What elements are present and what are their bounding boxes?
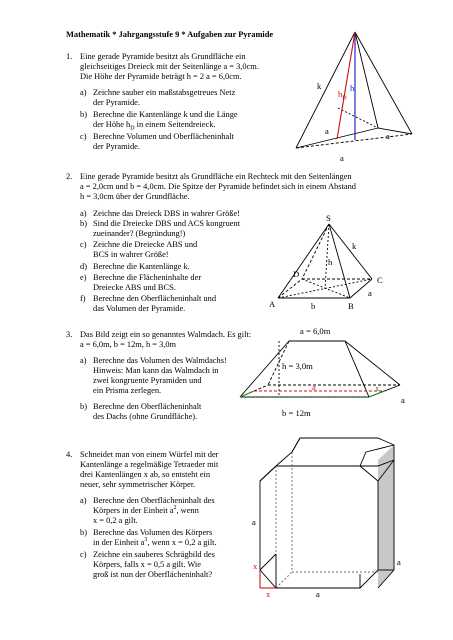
fig1-label-hD-sub: D	[342, 95, 347, 102]
task-3-line-2: a = 6,0m, b = 12m, h = 3,0m	[80, 340, 177, 349]
task-4a-text-2b: , wenn	[176, 506, 199, 515]
fig3-label-h: h = 3,0m	[282, 361, 313, 371]
task-1c-text-2: der Pyramide.	[93, 142, 140, 151]
task-4a-text-3: x = 0,2 a gilt.	[93, 516, 138, 525]
fig2-label-a: a	[368, 288, 372, 298]
task-4-line-1: Schneidet man von einem Würfel mit der	[80, 450, 219, 459]
task-4-number: 4.	[66, 450, 73, 459]
fig2-label-A: A	[269, 299, 276, 309]
fig1-label-a-bottom: a	[340, 153, 344, 163]
fig1-label-hD-main: h	[338, 89, 343, 99]
fig3-label-b: b = 12m	[282, 408, 311, 418]
fig3-label-x: x	[375, 383, 380, 393]
task-3b-text-2: des Dachs (ohne Grundfläche).	[93, 412, 198, 421]
task-1b-sub: D	[130, 125, 135, 132]
task-3a-text-3: zwei kongruente Pyramiden und	[93, 376, 202, 385]
task-4c-text-3: groß ist nun der Oberflächeninhalt?	[93, 570, 213, 579]
task-4-line-3: drei Kantenlängen x ab, so entsteht ein	[80, 470, 211, 479]
task-1-line-3: Die Höhe der Pyramide beträgt h = 2 a = 6,0cm.	[80, 72, 242, 81]
fig4-label-x-bottom: x	[266, 589, 271, 599]
fig1-label-k: k	[317, 81, 322, 91]
task-1b-text-2a: der Höhe h	[93, 120, 131, 129]
task-3b-text-1: Berechne den Oberflächeninhalt	[93, 402, 202, 411]
task-1-line-2: gleichseitiges Dreieck mit der Seitenlänge a = 3,0cm.	[80, 62, 259, 71]
task-2e-text-2: Dreiecke ABS und BCS.	[93, 283, 176, 292]
task-2-line-2: a = 2,0cm und b = 4,0cm. Die Spitze der Pyramide befindet sich in einem Abstand	[80, 182, 356, 191]
task-2-line-3: h = 3,0cm über der Grundfläche.	[80, 192, 190, 201]
task-2c-label: c)	[80, 240, 87, 249]
task-2e-text-1: Berechne die Flächeninhalte der	[93, 273, 202, 282]
fig1-label-a-front: a	[325, 126, 329, 136]
task-4a-sup: 2	[173, 505, 177, 512]
task-1-number: 1.	[66, 52, 73, 61]
task-4b-text-1: Berechne das Volumen des Körpers	[93, 528, 213, 537]
fig2-label-D: D	[293, 269, 300, 279]
task-3a-text-4: ein Prisma zerlegen.	[93, 386, 162, 395]
task-2d-text: Berechne die Kantenlänge k.	[93, 262, 190, 271]
task-2a-text: Zeichne das Dreieck DBS in wahrer Größe!	[93, 209, 240, 218]
task-4c-label: c)	[80, 550, 87, 559]
task-2c-text-2: BCS in wahrer Größe!	[93, 250, 169, 259]
task-1c-text-1: Berechne Volumen und Oberflächeninhalt	[93, 132, 234, 141]
fig2-label-k: k	[352, 241, 357, 251]
fig1-label-h: h	[350, 83, 355, 93]
cube-right-face-shade	[378, 445, 394, 588]
cube-edge-tl	[260, 466, 276, 481]
task-4b-text-2b: , wenn x = 0,2 a gilt.	[147, 538, 217, 547]
fig2-label-B: B	[348, 301, 354, 311]
fig2-label-b: b	[311, 301, 316, 311]
task-4c-text-1: Zeichne ein sauberes Schrägbild des	[93, 550, 215, 559]
task-3a-text-1: Berechne das Volumen des Walmdachs!	[93, 356, 227, 365]
cube-front-face	[260, 466, 378, 588]
task-1a-text-1: Zeichne sauber ein maßstabsgetreues Netz	[93, 88, 236, 97]
cube-corner-bl-1	[260, 554, 276, 570]
task-2c-text-1: Zeichne die Dreiecke ABS und	[93, 240, 198, 249]
task-2a-label: a)	[80, 209, 87, 218]
task-3a-text-2: Hinweis: Man kann das Walmdach in	[93, 366, 219, 375]
fig2-label-C: C	[377, 275, 383, 285]
task-1a-text-2: der Pyramide.	[93, 98, 140, 107]
task-1c-label: c)	[80, 132, 87, 141]
fig3-label-a-right: a	[401, 395, 405, 405]
task-4b-sup: 3	[144, 537, 148, 544]
task-3-line-1: Das Bild zeigt ein so genanntes Walmdach. Es gilt:	[80, 330, 252, 339]
fig4-label-a-bottom: a	[316, 589, 320, 599]
task-2f-label: f)	[80, 294, 86, 303]
fig2-label-S: S	[326, 213, 331, 223]
fig2-label-h: h	[328, 257, 333, 267]
fig4-label-x-left: x	[253, 561, 258, 571]
cube-corner-tr-1	[360, 452, 366, 466]
task-3b-label: b)	[80, 402, 87, 411]
task-4c-text-2: Körpers, falls x = 0,5 a gilt. Wie	[93, 560, 201, 569]
fig4-label-a-left: a	[252, 517, 256, 527]
task-1b-text-1: Berechne die Kantenlänge k und die Länge	[93, 110, 238, 119]
task-4a-text-1: Berechne den Oberflächeninhalt des	[93, 496, 215, 505]
task-2f-text-2: das Volumen der Pyramide.	[93, 304, 186, 313]
task-4a-label: a)	[80, 496, 87, 505]
task-4a-text-2a: Körpers in der Einheit a	[93, 506, 174, 515]
task-2b-label: b)	[80, 219, 87, 228]
cube-edge-top-left	[292, 438, 300, 452]
task-2-line-1: Eine gerade Pyramide besitzt als Grundfläche ein Rechteck mit den Seitenlängen	[80, 172, 352, 181]
task-4b-label: b)	[80, 528, 87, 537]
task-1a-label: a)	[80, 88, 87, 97]
task-1b-text-2b: in einem Seitendreieck.	[134, 120, 216, 129]
task-4-line-4: neuer, sehr symmetrischer Körper.	[80, 480, 196, 489]
cube-hidden-diag	[276, 572, 292, 588]
task-2d-label: d)	[80, 262, 87, 271]
task-2e-label: e)	[80, 273, 87, 282]
task-2b-text-2: zueinander? (Begründung!)	[93, 229, 186, 238]
task-1-line-1: Eine gerade Pyramide besitzt als Grundfläche ein	[80, 52, 246, 61]
fig3-label-a-top: a = 6,0m	[300, 326, 331, 336]
task-4b-text-2a: in der Einheit a	[93, 538, 145, 547]
fig4-label-a-right: a	[397, 557, 401, 567]
task-2b-text-1: Sind die Dreiecke DBS und ACS kongruent	[93, 219, 241, 228]
fig3-label-a-mid: a	[312, 382, 316, 392]
task-1b-label: b)	[80, 110, 87, 119]
task-3a-label: a)	[80, 356, 87, 365]
task-3-number: 3.	[66, 330, 73, 339]
cube-top-face	[276, 438, 394, 466]
task-4-line-2: Kantenlänge a regelmäßige Tetraeder mit	[80, 460, 219, 469]
page-title: Mathematik * Jahrgangsstufe 9 * Aufgaben zur Pyramide	[66, 30, 274, 39]
fig1-label-a-right: a	[386, 131, 390, 141]
task-2f-text-1: Berechne den Oberflächeninhalt und	[93, 294, 217, 303]
task-2-number: 2.	[66, 172, 73, 181]
